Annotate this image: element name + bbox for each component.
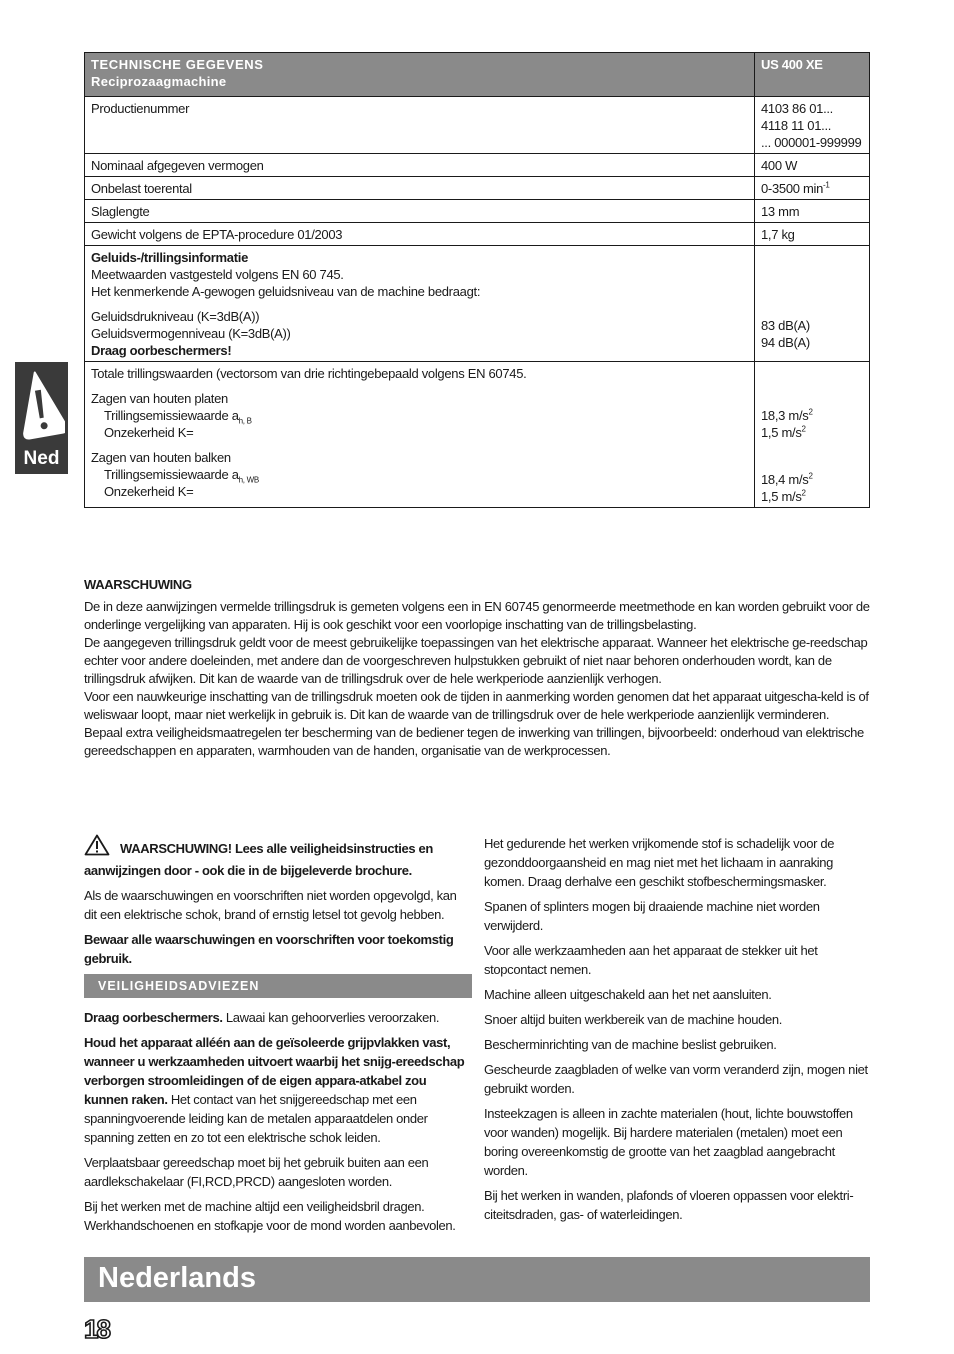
power-value: 400 W <box>755 154 870 177</box>
vibration-warning-section <box>84 576 874 760</box>
stroke-value: 13 mm <box>755 200 870 223</box>
warning-triangle-icon <box>84 834 110 861</box>
production-value-1: 4103 86 01... <box>761 101 833 116</box>
weight-value: 1,7 kg <box>755 223 870 246</box>
beams-uncertainty-label: Onzekerheid K= <box>104 484 194 499</box>
technical-data-table <box>84 52 870 508</box>
safety-paragraph-plunge-cut: Insteekzagen is alleen in zachte materialen (hout, lichte bouwstoffen voor wanden) mogelijk. Bij hardere materialen (metalen) moet een boring overeenkomstig de grootte van het zaagblad aangebracht worden. <box>484 1106 853 1178</box>
language-footer-band <box>84 1257 870 1302</box>
weight-label: Gewicht volgens de EPTA-procedure 01/2003 <box>85 223 755 246</box>
warning-consequence-text: Als de waarschuwingen en voorschriften niet worden opgevolgd, kan dit een elektrische schok, brand of ernstig letsel tot gevolg hebben. <box>84 888 457 922</box>
safety-paragraph-chips: Spanen of splinters mogen bij draaiende machine niet worden verwijderd. <box>484 899 820 933</box>
vibration-warning-p1: De in deze aanwijzingen vermelde trillingsdruk is gemeten volgens een in EN 60745 genormeerde meetmethode en kan worden gebruikt voor de onderlinge vergelijking van apparaten. Hij is ook geschikt voor een voorlopige inschatting van de trillingsbelasting. <box>84 599 870 632</box>
production-value-3: ... 000001-999999 <box>761 135 862 150</box>
side-tab-label: Ned <box>23 448 60 469</box>
table-row <box>85 246 870 362</box>
table-subtitle: Reciprozaagmachine <box>91 74 227 89</box>
safety-glasses-paragraph: Bij het werken met de machine altijd een veiligheidsbril dragen. Werkhandschoenen en stofkapje voor de mond worden aanbevolen. <box>84 1199 456 1233</box>
table-header-model: US 400 XE <box>755 53 870 97</box>
insulated-grip-paragraph: Houd het apparaat alléén aan de geïsoleerde grijpvlakken vast, wanneer u werkzaamheden uitvoert waarbij het snijg-ereedschap verborgen stroomleidingen of de eigen appara-atkabel zou kunnen raken. Het contact van het snijgereedschap met een spanningvoerende leiding kan de metalen apparaatdelen onder spanning zetten en zo tot een elektrische schok leiden. <box>84 1035 465 1145</box>
safety-paragraph-guard: Bescherminrichting van de machine beslist gebruiken. <box>484 1037 777 1052</box>
vibration-warning-heading: WAARSCHUWING <box>84 577 192 592</box>
beams-emission-value: 18,4 $m/s^2$ <box>761 471 813 487</box>
vibration-warning-p4: Bepaal extra veiligheidsmaatregelen ter bescherming van de bediener tegen de inwerking van trillingen, bijvoorbeeld: onderhoud van elektrische gereedschappen en apparaten, warmhouden van de handen, organisatie van de werkprocessen. <box>84 725 864 758</box>
safety-paragraph-blades: Gescheurde zaagbladen of welke van vorm veranderd zijn, mogen niet gebruikt worden. <box>484 1062 868 1096</box>
vibration-info-cell <box>85 362 755 508</box>
table-row <box>85 177 870 200</box>
ear-protection-note: Draag oorbeschermers! <box>91 343 232 358</box>
noise-values-cell <box>755 246 870 362</box>
safety-paragraph-walls: Bij het werken in wanden, plafonds of vloeren oppassen voor elektri-citeitsdraden, gas- of waterleidingen. <box>484 1188 854 1222</box>
table-row <box>85 200 870 223</box>
power-label: Nominaal afgegeven vermogen <box>85 154 755 177</box>
vibration-warning-p3: Voor een nauwkeurige inschatting van de trillingsdruk moeten ook de tijden in aanmerking worden genomen dat het apparaat uitgescha-keld is of weliswaar loopt, maar niet werkelijk in gebruik is. Dit kan de waarde van de trillingsdruk over de hele werkperiode aanzienlijk verminderen. <box>84 689 869 722</box>
noise-info-cell <box>85 246 755 362</box>
speed-value-cell <box>755 177 870 200</box>
table-row <box>85 362 870 508</box>
safety-section-title: VEILIGHEIDSADVIEZEN <box>84 974 472 998</box>
table-row <box>85 154 870 177</box>
safety-column-left <box>84 834 472 1241</box>
keep-instructions-text: Bewaar alle waarschuwingen en voorschriften voor toekomstig gebruik. <box>84 932 454 966</box>
plates-emission-value: 18,3 $m/s^2$ <box>761 407 813 423</box>
beams-label: Zagen van houten balken <box>91 450 231 465</box>
language-side-tab <box>15 362 68 474</box>
read-instructions-warning: WAARSCHUWING! Lees alle veiligheidsinstructies en aanwijzingen door - ook die in de bijgeleverde brochure. <box>84 834 472 880</box>
table-row <box>85 97 870 154</box>
safety-paragraph-unplug: Voor alle werkzaamheden aan het apparaat de stekker uit het stopcontact nemen. <box>484 943 818 977</box>
beams-emission-label: Trillingsemissiewaarde $a_{h, WB}$ <box>104 467 259 485</box>
table-header-row <box>85 53 870 97</box>
page-number: 18 <box>84 1314 109 1344</box>
production-value-2: 4118 11 01... <box>761 118 832 133</box>
power-level-label: Geluidsvermogenniveau (K=3dB(A)) <box>91 326 291 341</box>
plates-label: Zagen van houten platen <box>91 391 228 406</box>
production-values <box>755 97 870 154</box>
noise-title: Geluids-/trillingsinformatie <box>91 250 249 265</box>
table-row <box>85 223 870 246</box>
noise-line-1: Meetwaarden vastgesteld volgens EN 60 745. <box>91 267 344 282</box>
power-level-value: 94 dB(A) <box>761 335 810 350</box>
table-header-title-cell <box>85 53 755 97</box>
safety-paragraph-dust: Het gedurende het werken vrijkomende stof is schadelijk voor de gezonddoorgaansheid en mag niet met het lichaam in aanraking komen. Draag derhalve een geschikt stofbeschermingsmasker. <box>484 836 835 889</box>
vibration-warning-p2: De aangegeven trillingsdruk geldt voor de meest gebruikelijke toepassingen van het elektrische apparaat. Wanneer het elektrische ge-reedschap echter voor andere doeleinden, met andere dan de voorgeschreven hulpstukken gebruikt of niet naar behoren onderhouden wordt, kan de trillingsdruk afwijken. Dit kan de waarde van de trillingsdruk over de hele werkperiode aanzienlijk verhogen. <box>84 635 868 686</box>
production-label: Productienummer <box>85 97 755 154</box>
safety-paragraph-switched-off: Machine alleen uitgeschakeld aan het net aansluiten. <box>484 987 772 1002</box>
noise-line-2: Het kenmerkende A-gewogen geluidsniveau van de machine bedraagt: <box>91 284 481 299</box>
ear-protection-paragraph: Draag oorbeschermers. Lawaai kan gehoorverlies veroorzaken. <box>84 1010 440 1025</box>
warning-exclamation-icon <box>18 368 65 442</box>
rcd-paragraph: Verplaatsbaar gereedschap moet bij het gebruik buiten aan een aardlekschakelaar (FI,RCD,PRCD) aangesloten worden. <box>84 1155 429 1189</box>
plates-uncertainty-label: Onzekerheid K= <box>104 425 194 440</box>
pressure-value: 83 dB(A) <box>761 318 810 333</box>
footer-language-title: Nederlands <box>98 1262 256 1294</box>
pressure-label: Geluidsdrukniveau (K=3dB(A)) <box>91 309 260 324</box>
speed-value: 0-3500 min <box>761 181 824 196</box>
vibration-total-label: Totale trillingswaarden (vectorsom van drie richtingebepaald volgens EN 60745. <box>91 366 527 381</box>
beams-uncertainty-value: 1,5 $m/s^2$ <box>761 488 806 504</box>
speed-unit-exponent: -1 <box>823 180 830 190</box>
table-title: TECHNISCHE GEGEVENS <box>91 57 264 72</box>
speed-label: Onbelast toerental <box>85 177 755 200</box>
stroke-label: Slaglengte <box>85 200 755 223</box>
plates-emission-label: Trillingsemissiewaarde $a_{h, B}$ <box>104 408 252 426</box>
safety-column-right <box>484 834 870 1230</box>
vibration-values-cell <box>755 362 870 508</box>
plates-uncertainty-value: 1,5 $m/s^2$ <box>761 424 806 440</box>
safety-paragraph-cord: Snoer altijd buiten werkbereik van de machine houden. <box>484 1012 782 1027</box>
